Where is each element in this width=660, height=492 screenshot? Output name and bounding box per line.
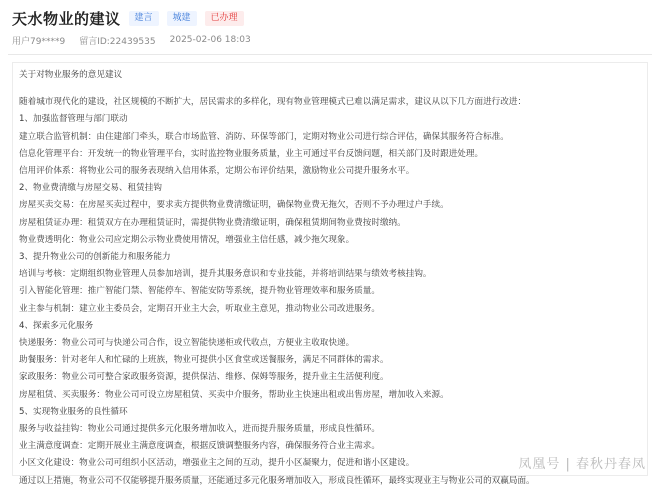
content-line: 快递服务：物业公司可与快递公司合作，设立智能快递柜或代收点，方便业主收取快递。 xyxy=(19,338,355,349)
watermark: 凤凰号 | 春秋丹春凤 xyxy=(518,457,646,472)
post-date: 2025-02-06 18:03 xyxy=(169,35,251,45)
title-row xyxy=(12,6,652,30)
content-line: 5、实现物业服务的良性循环 xyxy=(19,406,128,417)
content-line: 引入智能化管理：推广智能门禁、智能停车、智能安防等系统，提升物业管理效率和服务质量。 xyxy=(19,286,380,297)
tag-urban-construction[interactable]: 城建 xyxy=(167,11,197,26)
content-line: 物业费透明化：物业公司应定期公示物业费使用情况，增强业主信任感，减少拖欠现象。 xyxy=(19,234,355,245)
user-name: 用户79****9 xyxy=(12,36,66,47)
content-line: 小区文化建设：物业公司可组织小区活动，增强业主之间的互动，提升小区凝聚力，促进和谐小区建设。 xyxy=(19,458,415,469)
content-line: 关于对物业服务的意见建议 xyxy=(19,70,123,80)
message-id: 留言ID:22439535 xyxy=(79,36,156,47)
content-line: 业主参与机制：建立业主委员会，定期召开业主大会，听取业主意见，推动物业公司改进服务。 xyxy=(19,303,380,314)
paragraph-gap xyxy=(19,84,641,94)
content-line: 房屋租赁、买卖服务：物业公司可设立房屋租赁、买卖中介服务，帮助业主快速出租或出售房屋，增加收入来源。 xyxy=(19,389,449,400)
content-line: 随着城市现代化的建设，社区规模的不断扩大，居民需求的多样化，现有物业管理模式已难以满足需求，建议从以下几方面进行改进： xyxy=(19,97,527,108)
content-line: 3、提升物业公司的创新能力和服务能力 xyxy=(19,252,171,263)
content-line: 服务与收益挂钩：物业公司通过提供多元化服务增加收入，进而提升服务质量，形成良性循环。 xyxy=(19,424,380,435)
header-divider xyxy=(8,54,652,55)
content-line: 1、加强监督管理与部门联动 xyxy=(19,114,128,125)
status-badge: 已办理 xyxy=(205,11,244,26)
post-header xyxy=(12,6,652,47)
content-line: 信用评价体系：将物业公司的服务表现纳入信用体系，定期公布评价结果，激励物业公司提升服务水平。 xyxy=(19,166,415,177)
page-title: 天水物业的建议 xyxy=(12,9,121,28)
tag-suggestion[interactable]: 建言 xyxy=(129,11,159,26)
content-line: 家政服务：物业公司可整合家政服务资源，提供保洁、维修、保姆等服务，提升业主生活便利度。 xyxy=(19,372,389,383)
content-line: 房屋买卖交易：在房屋买卖过程中，要求卖方提供物业费清缴证明，确保物业费无拖欠，否则不予办理过户手续。 xyxy=(19,200,449,211)
content-line: 业主满意度调查：定期开展业主满意度调查，根据反馈调整服务内容，确保服务符合业主需求。 xyxy=(19,441,380,452)
content-line: 通过以上措施，物业公司不仅能够提升服务质量，还能通过多元化服务增加收入，形成良性循环，最终实现业主与物业公司的双赢局面。 xyxy=(19,475,535,486)
meta-row xyxy=(12,33,652,47)
content-line: 培训与考核：定期组织物业管理人员参加培训，提升其服务意识和专业技能，并将培训结果与绩效考核挂钩。 xyxy=(19,269,432,280)
message-body xyxy=(12,62,648,486)
content-line: 2、物业费清缴与房屋交易、租赁挂钩 xyxy=(19,183,162,194)
content-line: 建立联合监管机制：由住建部门牵头，联合市场监管、消防、环保等部门，定期对物业公司进行综合评估，确保其服务符合标准。 xyxy=(19,131,509,142)
content-line: 信息化管理平台：开发统一的物业管理平台，实时监控物业服务质量，业主可通过平台反馈问题，相关部门及时跟进处理。 xyxy=(19,148,484,159)
content-line: 4、探索多元化服务 xyxy=(19,320,94,331)
content-line: 房屋租赁证办理：租赁双方在办理租赁证时，需提供物业费清缴证明，确保租赁期间物业费按时缴纳。 xyxy=(19,217,406,228)
content-line: 助餐服务：针对老年人和忙碌的上班族，物业可提供小区食堂或送餐服务，满足不同群体的需求。 xyxy=(19,355,389,366)
